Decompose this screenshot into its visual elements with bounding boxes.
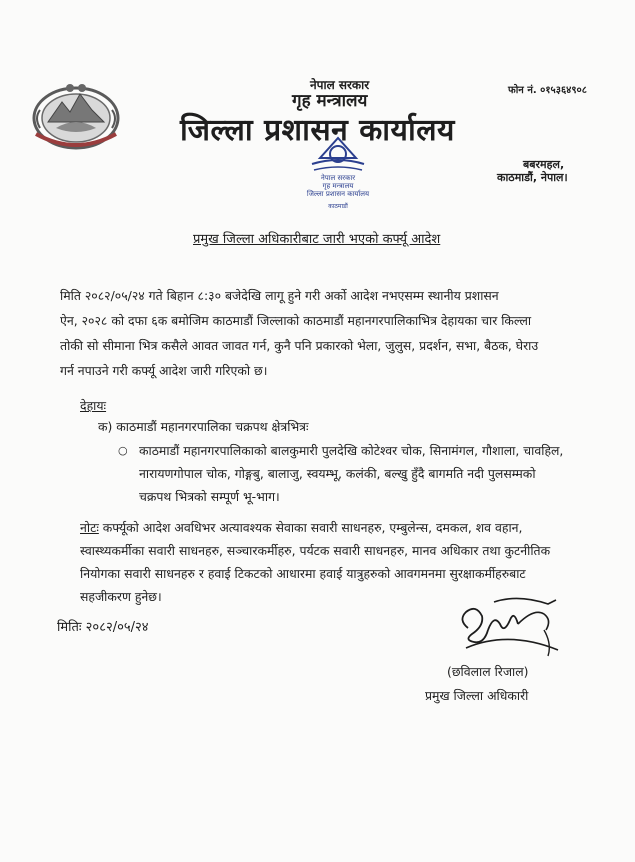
paragraph-line-1: मिति २०८२/०५/२४ गते बिहान ८:३० बजेदेखि लागू हुने गरी अर्को आदेश नभएसम्म स्थानीय प्रशासन bbox=[60, 288, 499, 303]
dehay-label: देहायः bbox=[80, 398, 107, 413]
signature-icon bbox=[448, 590, 568, 660]
signer-name: (छविलाल रिजाल) bbox=[447, 664, 529, 679]
item-ka: क) काठमाडौं महानगरपालिका चक्रपथ क्षेत्रभित्रः bbox=[98, 419, 309, 434]
government-name: नेपाल सरकार bbox=[310, 78, 370, 92]
document-title: प्रमुख जिल्ला अधिकारीबाट जारी भएको कर्फ्यू आदेश bbox=[193, 232, 441, 247]
stamp-text-3: जिल्ला प्रशासन कार्यालय bbox=[306, 190, 370, 198]
note-line-2: स्वास्थ्यकर्मीका सवारी साधनहरु, सञ्चारकर्मीहरु, पर्यटक सवारी साधनहरु, मानव अधिकार तथा कुटनीतिक bbox=[80, 543, 551, 558]
note-line-3: नियोगका सवारी साधनहरु र हवाई टिकटको आधारमा हवाई यात्रुहरुको आवगमनमा सुरक्षाकर्मीहरुबाट bbox=[80, 566, 526, 581]
paragraph-line-2: ऐन, २०२८ को दफा ६क बमोजिम काठमाडौं जिल्लाको काठमाडौं महानगरपालिकाभित्र देहायका चार किल्ला bbox=[60, 313, 532, 328]
sub-item-line-2: नारायणगोपाल चोक, गोङ्गबु, बालाजु, स्वयम्भू, कलंकी, बल्खु हुँदै बागमति नदी पुलसम्मको bbox=[139, 466, 536, 481]
paragraph-line-3: तोकी सो सीमाना भित्र कसैले आवत जावत गर्न, कुनै पनि प्रकारको भेला, जुलुस, प्रदर्शन, सभा, बैठक, घेराउ bbox=[60, 338, 539, 353]
stamp-text-1: नेपाल सरकार bbox=[320, 174, 356, 182]
address-line-2: काठमाडौं, नेपाल। bbox=[497, 171, 568, 184]
note-line-1 bbox=[80, 516, 628, 539]
note-line-4: सहजीकरण हुनेछ। bbox=[80, 589, 162, 604]
note-label: नोटः bbox=[80, 520, 99, 535]
signer-designation: प्रमुख जिल्ला अधिकारी bbox=[425, 688, 529, 703]
stamp-text-2: गृह मन्त्रालय bbox=[322, 182, 354, 190]
address-line-1: बबरमहल, bbox=[523, 158, 565, 171]
phone-number: फोन नं. ०१५३६४९०८ bbox=[508, 85, 587, 96]
paragraph-line-4: गर्न नपाउने गरी कर्फ्यू आदेश जारी गरिएको छ। bbox=[60, 363, 268, 378]
office-seal-icon bbox=[298, 130, 378, 220]
ministry-name: गृह मन्त्रालय bbox=[292, 91, 368, 111]
sub-item-line-3: चक्रपथ भित्रको सम्पूर्ण भू-भाग। bbox=[139, 489, 280, 504]
issue-date: मितिः २०८२/०५/२४ bbox=[57, 620, 149, 635]
bullet-icon: ○ bbox=[118, 444, 128, 457]
stamp-text-4: काठमाडौं bbox=[328, 203, 348, 210]
note-text-1: कर्फ्यूको आदेश अवधिभर अत्यावश्यक सेवाका सवारी साधनहरु, एम्बुलेन्स, दमकल, शव वहान, bbox=[98, 520, 523, 535]
sub-item-line-1: काठमाडौं महानगरपालिकाको बालकुमारी पुलदेखि कोटेश्वर चोक, सिनामंगल, गौशाला, चावहिल, bbox=[139, 443, 564, 458]
nepal-emblem-icon bbox=[26, 72, 126, 154]
office-name: जिल्ला प्रशासन कार्यालय bbox=[180, 113, 455, 148]
